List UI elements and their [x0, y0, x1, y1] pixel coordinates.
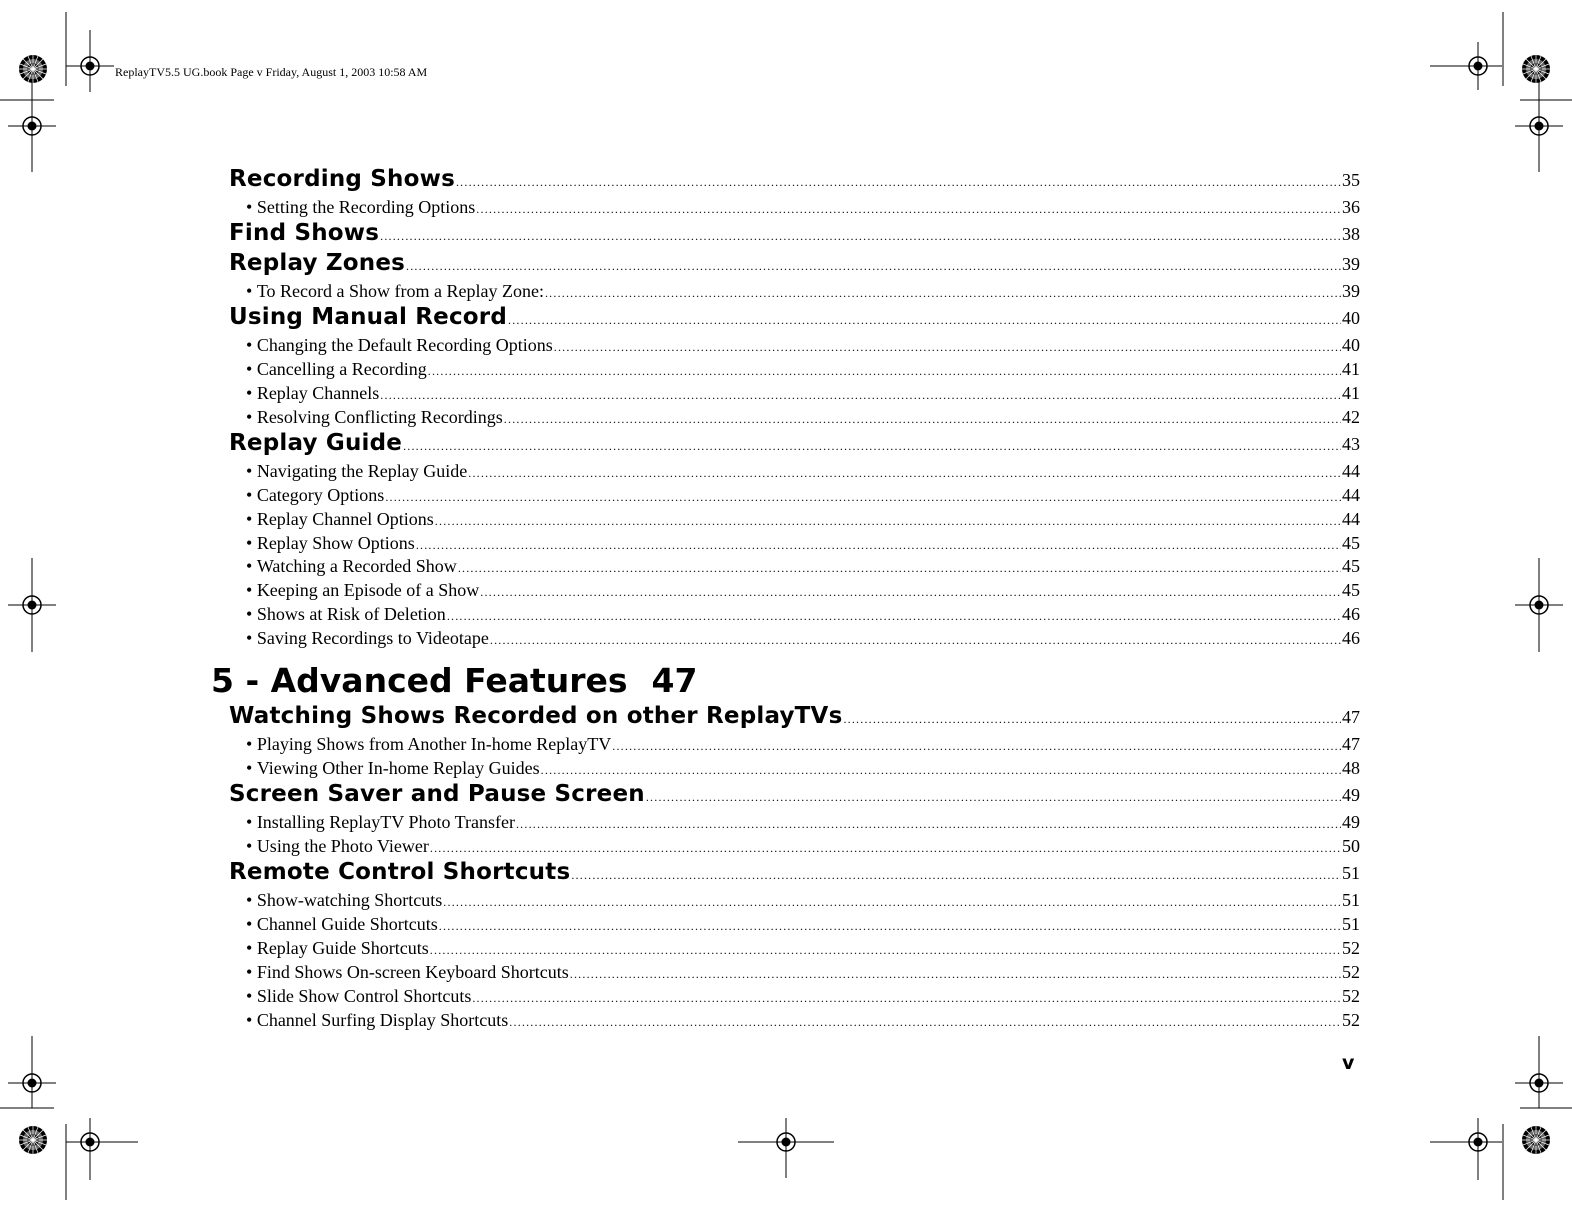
page-header-slug: ReplayTV5.5 UG.book Page v Friday, August 1, 2003 10:58 AM: [115, 65, 428, 79]
toc-entry-page-number: 44: [1342, 485, 1360, 505]
dot-leader: [545, 286, 1341, 301]
toc-entry-page-number: 39: [1342, 254, 1360, 274]
toc-entry-title: • Using the Photo Viewer: [246, 836, 429, 857]
toc-entry-page-number: 41: [1342, 359, 1360, 379]
dot-leader: [509, 1015, 1341, 1030]
toc-subentry[interactable]: [246, 407, 1360, 428]
toc-entry-page-number: 36: [1342, 197, 1360, 217]
toc-section-entry[interactable]: [229, 781, 1360, 807]
dot-leader: [516, 817, 1341, 832]
toc-entry-page-number: 49: [1342, 812, 1360, 832]
dot-leader: [612, 739, 1341, 754]
dot-leader: [541, 763, 1341, 778]
dot-leader: [458, 561, 1341, 576]
toc-section-entry[interactable]: [229, 166, 1360, 192]
toc-entry-title: • Cancelling a Recording: [246, 359, 427, 380]
toc-entry-title: • Find Shows On-screen Keyboard Shortcuts: [246, 962, 569, 983]
toc-entry-title: Screen Saver and Pause Screen: [229, 781, 645, 807]
toc-entry-page-number: 51: [1342, 890, 1360, 910]
dot-leader: [490, 633, 1341, 648]
dot-leader: [476, 202, 1341, 217]
toc-entry-page-number: 49: [1342, 785, 1360, 805]
page-folio: v: [1342, 1052, 1355, 1074]
toc-entry-title: • Keeping an Episode of a Show: [246, 580, 479, 601]
dot-leader: [406, 259, 1341, 274]
toc-entry-title: • Viewing Other In-home Replay Guides: [246, 758, 540, 779]
toc-subentry[interactable]: [246, 533, 1360, 554]
dot-leader: [571, 868, 1341, 883]
toc-entry-title: • Channel Surfing Display Shortcuts: [246, 1010, 508, 1031]
dot-leader: [843, 712, 1341, 727]
toc-subentry[interactable]: [246, 734, 1360, 755]
dot-leader: [380, 388, 1341, 403]
toc-entry-page-number: 42: [1342, 407, 1360, 427]
toc-section-entry[interactable]: [229, 859, 1360, 885]
toc-entry-title: • Changing the Default Recording Options: [246, 335, 553, 356]
toc-entry-page-number: 45: [1342, 556, 1360, 576]
toc-entry-title: • Replay Channel Options: [246, 509, 434, 530]
chapter-heading[interactable]: [211, 661, 697, 700]
dot-leader: [439, 919, 1341, 934]
toc-section-entry[interactable]: [229, 430, 1360, 456]
toc-entry-title: • Setting the Recording Options: [246, 197, 475, 218]
toc-entry-page-number: 35: [1342, 170, 1360, 190]
toc-entry-title: • Replay Show Options: [246, 533, 415, 554]
toc-subentry[interactable]: [246, 986, 1360, 1007]
toc-entry-page-number: 52: [1342, 1010, 1360, 1030]
toc-entry-page-number: 40: [1342, 308, 1360, 328]
toc-subentry[interactable]: [246, 938, 1360, 959]
toc-subentry[interactable]: [246, 580, 1360, 601]
toc-entry-title: Find Shows: [229, 220, 380, 246]
toc-entry-page-number: 41: [1342, 383, 1360, 403]
toc-entry-title: • Channel Guide Shortcuts: [246, 914, 438, 935]
toc-entry-page-number: 52: [1342, 986, 1360, 1006]
toc-entry-page-number: 47: [1342, 707, 1360, 727]
dot-leader: [403, 439, 1341, 454]
toc-entry-title: • Slide Show Control Shortcuts: [246, 986, 471, 1007]
dot-leader: [443, 895, 1341, 910]
toc-section-entry[interactable]: [229, 703, 1360, 729]
toc-entry-title: • Resolving Conflicting Recordings: [246, 407, 503, 428]
toc-entry-title: • Shows at Risk of Deletion: [246, 604, 446, 625]
dot-leader: [385, 490, 1341, 505]
toc-entry-page-number: 51: [1342, 914, 1360, 934]
dot-leader: [554, 340, 1341, 355]
toc-entry-page-number: 44: [1342, 509, 1360, 529]
chapter-page-number: 47: [651, 661, 698, 700]
toc-entry-page-number: 51: [1342, 863, 1360, 883]
toc-entry-title: Recording Shows: [229, 166, 455, 192]
toc-subentry[interactable]: [246, 758, 1360, 779]
toc-entry-page-number: 48: [1342, 758, 1360, 778]
toc-entry-page-number: 45: [1342, 580, 1360, 600]
toc-section-entry[interactable]: [229, 250, 1360, 276]
toc-entry-title: • Show-watching Shortcuts: [246, 890, 442, 911]
dot-leader: [570, 967, 1341, 982]
toc-entry-page-number: 50: [1342, 836, 1360, 856]
dot-leader: [428, 364, 1341, 379]
toc-entry-title: • Playing Shows from Another In-home ReplayTV: [246, 734, 611, 755]
toc-entry-page-number: 45: [1342, 533, 1360, 553]
chapter-title: 5 - Advanced Features: [211, 661, 628, 700]
dot-leader: [472, 991, 1341, 1006]
toc-entry-title: • Saving Recordings to Videotape: [246, 628, 489, 649]
toc-entry-title: • Installing ReplayTV Photo Transfer: [246, 812, 515, 833]
toc-subentry[interactable]: [246, 604, 1360, 625]
dot-leader: [480, 585, 1341, 600]
toc-entry-title: Replay Guide: [229, 430, 403, 456]
dot-leader: [380, 229, 1341, 244]
toc-entry-title: Replay Zones: [229, 250, 406, 276]
toc-entry-page-number: 39: [1342, 281, 1360, 301]
toc-entry-title: Using Manual Record: [229, 304, 508, 330]
dot-leader: [430, 841, 1341, 856]
dot-leader: [508, 313, 1341, 328]
toc-entry-title: • Category Options: [246, 485, 384, 506]
toc-subentry[interactable]: [246, 359, 1360, 380]
toc-subentry[interactable]: [246, 281, 1360, 302]
toc-subentry[interactable]: [246, 1010, 1360, 1031]
toc-entry-title: • To Record a Show from a Replay Zone:: [246, 281, 544, 302]
toc-subentry[interactable]: [246, 914, 1360, 935]
toc-subentry[interactable]: [246, 197, 1360, 218]
dot-leader: [447, 609, 1341, 624]
toc-entry-page-number: 40: [1342, 335, 1360, 355]
dot-leader: [468, 466, 1341, 481]
toc-entry-page-number: 43: [1342, 434, 1360, 454]
toc-subentry[interactable]: [246, 836, 1360, 857]
toc-subentry[interactable]: [246, 383, 1360, 404]
toc-entry-page-number: 47: [1342, 734, 1360, 754]
toc-entry-page-number: 46: [1342, 628, 1360, 648]
toc-entry-title: Watching Shows Recorded on other ReplayTVs: [229, 703, 843, 729]
toc-subentry[interactable]: [246, 962, 1360, 983]
toc-subentry[interactable]: [246, 485, 1360, 506]
toc-entry-page-number: 44: [1342, 461, 1360, 481]
toc-entry-page-number: 38: [1342, 224, 1360, 244]
toc-section-entry[interactable]: [229, 220, 1360, 246]
toc-entry-page-number: 52: [1342, 938, 1360, 958]
toc-subentry[interactable]: [246, 628, 1360, 649]
toc-subentry[interactable]: [246, 556, 1360, 577]
toc-entry-page-number: 52: [1342, 962, 1360, 982]
dot-leader: [504, 412, 1341, 427]
toc-entry-page-number: 46: [1342, 604, 1360, 624]
dot-leader: [416, 538, 1341, 553]
toc-entry-title: • Replay Guide Shortcuts: [246, 938, 429, 959]
toc-subentry[interactable]: [246, 335, 1360, 356]
toc-entry-title: Remote Control Shortcuts: [229, 859, 571, 885]
toc-subentry[interactable]: [246, 461, 1360, 482]
toc-section-entry[interactable]: [229, 304, 1360, 330]
toc-subentry[interactable]: [246, 812, 1360, 833]
toc-subentry[interactable]: [246, 509, 1360, 530]
toc-entry-title: • Replay Channels: [246, 383, 379, 404]
dot-leader: [456, 175, 1341, 190]
toc-entry-title: • Navigating the Replay Guide: [246, 461, 467, 482]
toc-subentry[interactable]: [246, 890, 1360, 911]
dot-leader: [435, 514, 1341, 529]
dot-leader: [646, 790, 1341, 805]
toc-entry-title: • Watching a Recorded Show: [246, 556, 457, 577]
dot-leader: [430, 943, 1341, 958]
